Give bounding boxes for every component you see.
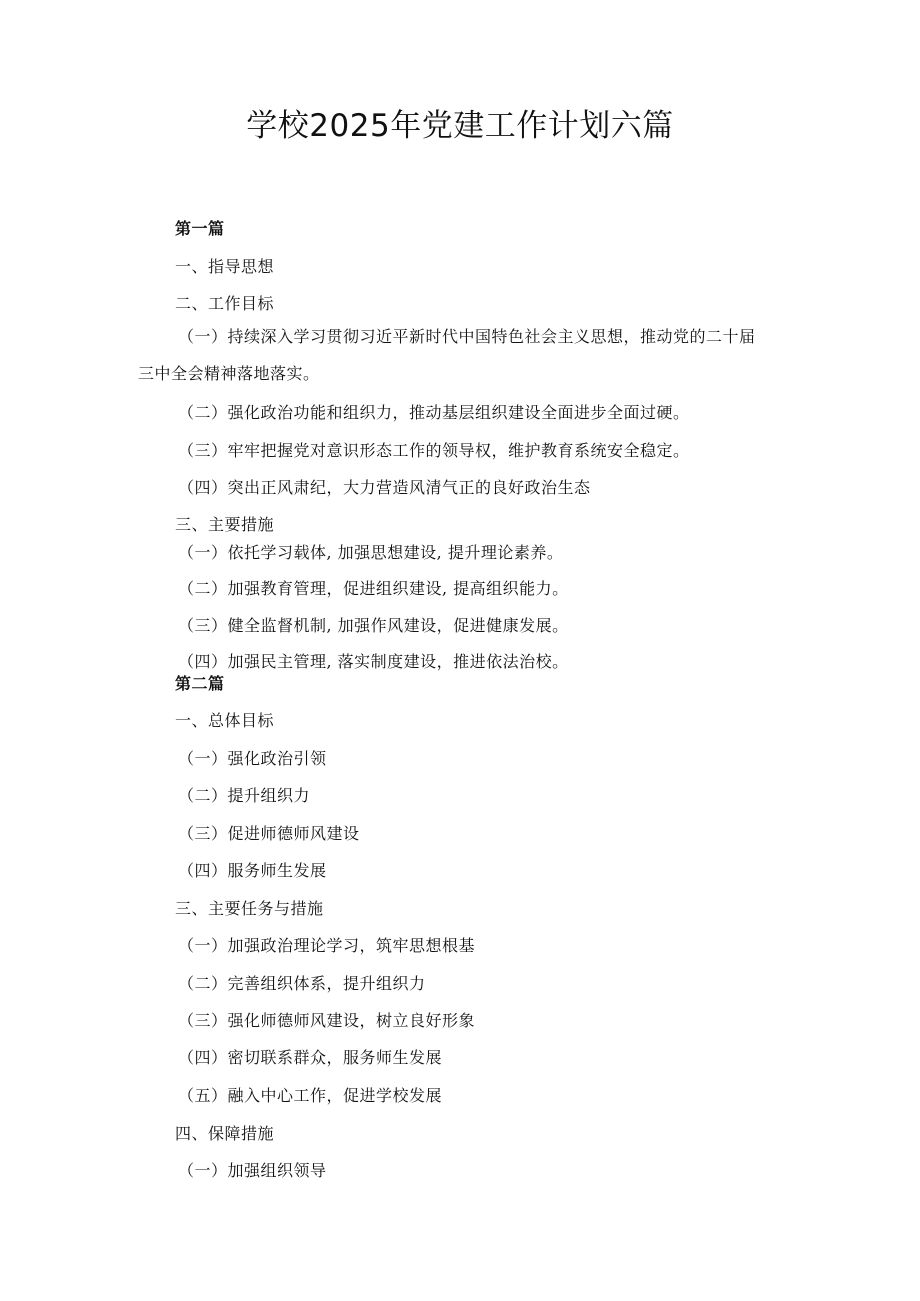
paragraph: （五）融入中心工作，促进学校发展: [178, 1086, 443, 1105]
paragraph: （三）健全监督机制, 加强作风建设，促进健康发展。: [178, 616, 569, 635]
paragraph: （三）强化师德师风建设，树立良好形象: [178, 1011, 476, 1030]
paragraph: 二、工作目标: [175, 294, 275, 313]
paragraph: （四）突出正风肃纪，大力营造风清气正的良好政治生态: [178, 478, 591, 497]
paragraph: 一、指导思想: [175, 257, 275, 276]
paragraph: （二）完善组织体系，提升组织力: [178, 974, 426, 993]
paragraph: （一）依托学习载体, 加强思想建设, 提升理论素养。: [178, 543, 564, 562]
paragraph: （四）服务师生发展: [178, 861, 327, 880]
paragraph: （一）加强政治理论学习，筑牢思想根基: [178, 936, 476, 955]
paragraph: （二）强化政治功能和组织力，推动基层组织建设全面进步全面过硬。: [178, 403, 690, 422]
paragraph: （一）加强组织领导: [178, 1161, 327, 1180]
paragraph: 四、保障措施: [175, 1124, 275, 1143]
paragraph-continuation: 三中全会精神落地落实。: [138, 364, 320, 383]
section-heading-2: 第二篇: [175, 674, 225, 693]
paragraph: 一、总体目标: [175, 711, 275, 730]
paragraph: 三、主要任务与措施: [175, 899, 324, 918]
section-heading-1: 第一篇: [175, 219, 225, 238]
paragraph: （一）持续深入学习贯彻习近平新时代中国特色社会主义思想，推动党的二十届: [178, 327, 756, 346]
document-title: 学校2025年党建工作计划六篇: [246, 108, 674, 144]
paragraph: （四）密切联系群众，服务师生发展: [178, 1048, 443, 1067]
paragraph: （一）强化政治引领: [178, 749, 327, 768]
paragraph: （三）促进师德师风建设: [178, 824, 360, 843]
paragraph: （三）牢牢把握党对意识形态工作的领导权，维护教育系统安全稳定。: [178, 441, 690, 460]
paragraph: 三、主要措施: [175, 515, 275, 534]
paragraph: （二）提升组织力: [178, 786, 311, 805]
paragraph: （二）加强教育管理，促进组织建设, 提高组织能力。: [178, 579, 569, 598]
paragraph: （四）加强民主管理, 落实制度建设，推进依法治校。: [178, 652, 569, 671]
